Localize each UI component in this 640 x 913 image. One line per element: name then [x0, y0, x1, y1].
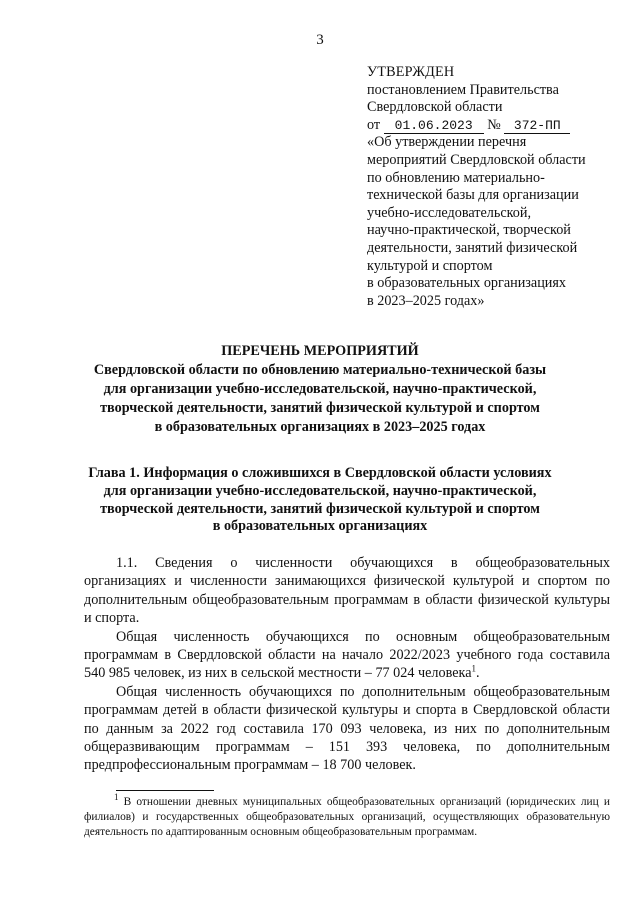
chapter-heading-line: в образовательных организациях [212, 518, 428, 535]
chapter-heading-line: Глава 1. Информация о сложившихся в Свердловской области условиях [88, 465, 552, 481]
paragraph [84, 554, 610, 628]
footnote-reference: 1 [471, 663, 476, 674]
body-text [84, 554, 610, 775]
approval-date-value: 01.06.2023 [394, 117, 473, 133]
paragraph-text: Общая численность обучающихся по дополнительным общеобразовательным программам детей в области физической культуры и спорта в Свердловской области по данным за 2022 год составила 170 093 человека, из них по дополнительным общеразвивающим программам – 151 393 человека, по дополнительным предпрофессиональным программам – 18 700 человек. [84, 683, 610, 774]
document-title-line: для организации учебно-исследовательской, научно-практической, [103, 381, 537, 397]
approval-about-line: в образовательных организациях [367, 275, 567, 292]
document-title-line: в образовательных организациях в 2023–2025 годах [154, 419, 486, 435]
approval-about-line: мероприятий Свердловской области [367, 151, 586, 168]
approval-number-value: 372-ПП [513, 117, 561, 133]
approval-about-line: по обновлению материально- [367, 169, 545, 186]
chapter-heading [0, 465, 640, 536]
approval-about-line: учебно-исследовательской, [367, 204, 532, 221]
document-title-line: Свердловской области по обновлению материально-технической базы [93, 362, 547, 378]
approval-about-line: деятельности, занятий физической [367, 239, 578, 256]
approval-about-line: научно-практической, творческой [367, 222, 571, 239]
paragraph [84, 683, 610, 775]
date-prefix: от [367, 116, 381, 133]
paragraph-text: Общая численность обучающихся по основным общеобразовательным программам в Свердловской области на начало 2022/2023 учебного года составила 540 985 человек, из них в сельской местности – 77 024 человека [84, 628, 610, 682]
number-prefix: № [487, 116, 501, 133]
approval-date [384, 118, 484, 134]
footnote [84, 792, 610, 841]
chapter-heading-line: творческой деятельности, занятий физической культурой и спортом [100, 500, 540, 517]
approval-date-line [367, 117, 617, 135]
document-title-line: творческой деятельности, занятий физической культурой и спортом [100, 400, 540, 416]
footnote-text: В отношении дневных муниципальных общеобразовательных организаций (юридических лиц и филиалов) и государственных общеобразовательных организаций, осуществляющих образовательную деятельность по адаптированным основным общеобразовательным программам. [84, 796, 610, 839]
document-title [0, 342, 640, 437]
page-number: 3 [316, 32, 324, 48]
paragraph-end: . [476, 665, 480, 682]
footnote-mark: 1 [114, 792, 119, 803]
paragraph [84, 628, 610, 683]
chapter-heading-line: для организации учебно-исследовательской, научно-практической, [103, 482, 537, 499]
approval-line: Свердловской области [367, 99, 503, 116]
footnote-separator [116, 790, 214, 791]
approval-about-line: «Об утверждении перечня [367, 134, 527, 151]
approval-stamp-block [367, 64, 617, 310]
approval-about-line: технической базы для организации [367, 187, 579, 204]
approval-title: УТВЕРЖДЕН [367, 64, 455, 80]
approval-about-line: культурой и спортом [367, 257, 493, 274]
document-heading: ПЕРЕЧЕНЬ МЕРОПРИЯТИЙ [221, 343, 419, 359]
approval-number [504, 118, 570, 134]
paragraph-text: 1.1. Сведения о численности обучающихся в общеобразовательных организациях и численности занимающихся физической культурой и спортом по дополнительным общеобразовательным программам в области физической культуры и спорта. [84, 555, 610, 627]
approval-line: постановлением Правительства [367, 81, 559, 98]
approval-about-line: в 2023–2025 годах» [367, 292, 485, 309]
